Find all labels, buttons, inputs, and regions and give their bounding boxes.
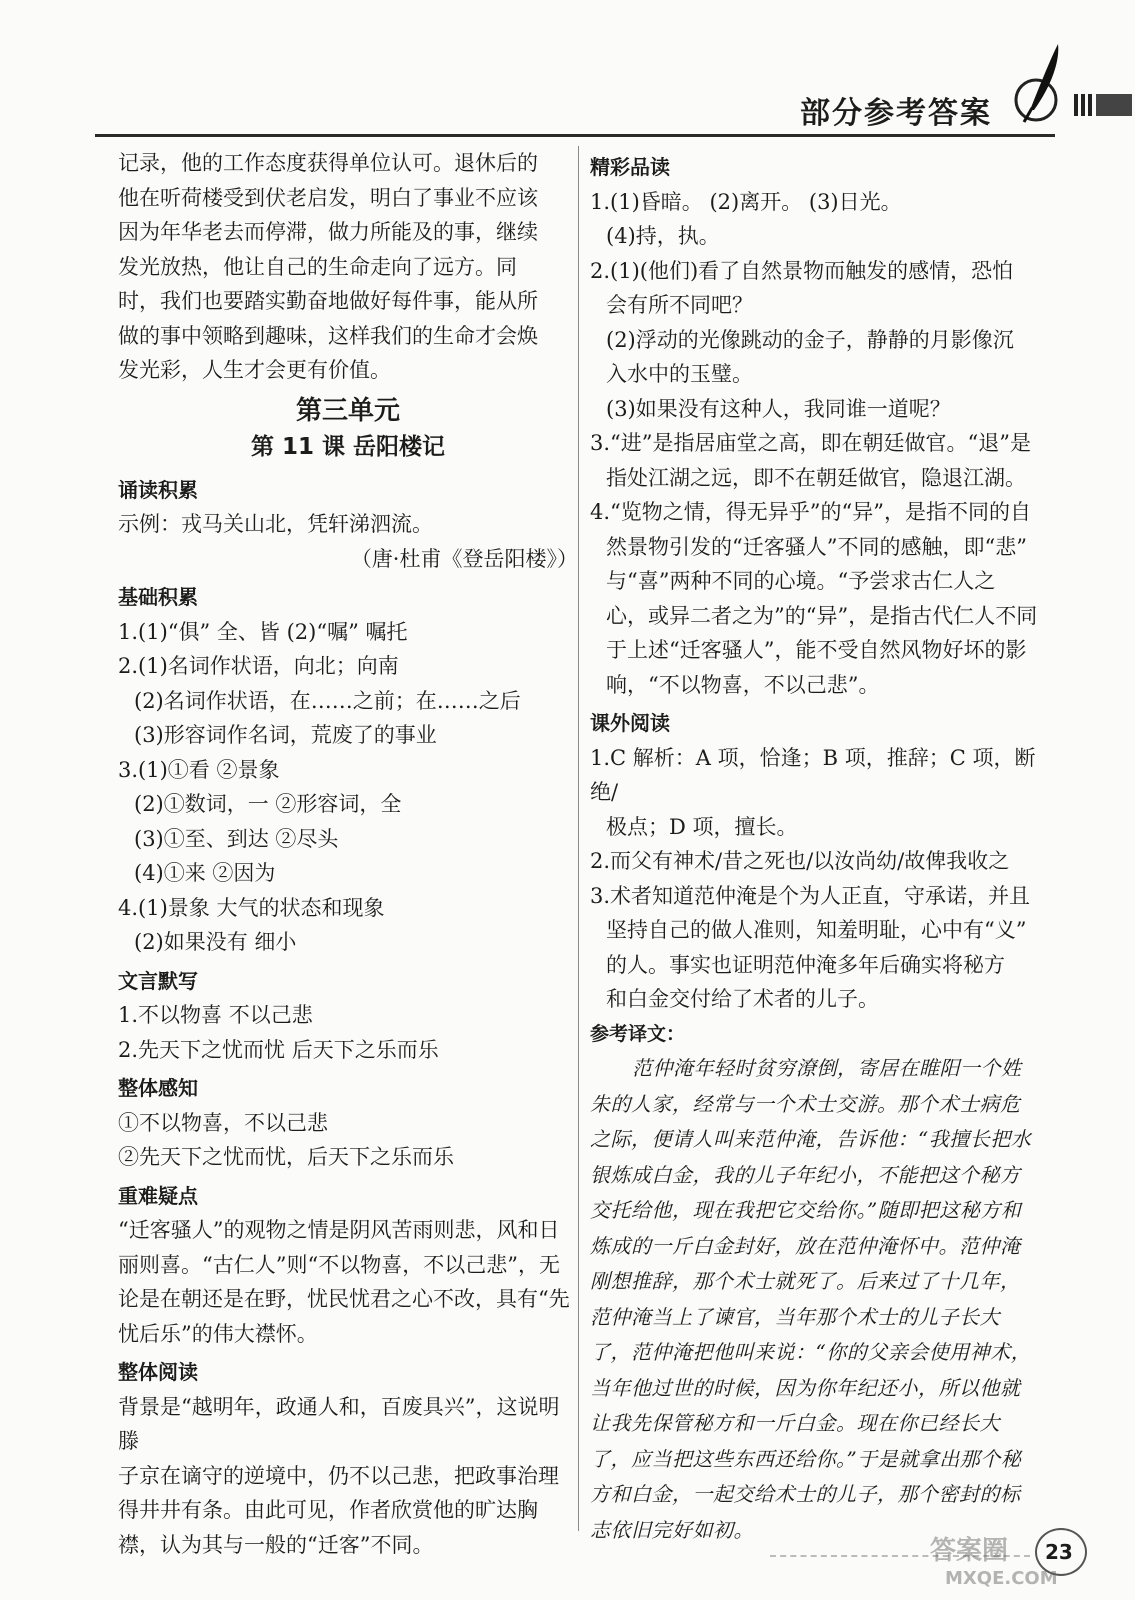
- section-heading-highlight: 精彩品读: [590, 155, 670, 179]
- answer-line: 1.(1)昏暗。 (2)离开。 (3)日光。: [590, 189, 902, 214]
- answer-line: 的人。事实也证明范仲淹多年后确实将秘方: [606, 952, 1005, 977]
- answer-line: (3)如果没有这种人，我同谁一道呢？: [606, 396, 951, 421]
- answer-line: 然景物引发的“迁客骚人”不同的感触，即“悲”: [606, 534, 1027, 559]
- answer-line: 入水中的玉璧。: [606, 362, 753, 386]
- answer-line: 坚持自己的做人准则，知羞明耻，心中有“义”: [606, 918, 1027, 942]
- translation-line: 银炼成白金，我的儿子年纪小，不能把这个秘方: [590, 1162, 1021, 1187]
- answer-line: 会有所不同吧？: [606, 293, 753, 317]
- answer-line: 论是在朝还是在野，忧民忧君之心不改，具有“先: [118, 1287, 570, 1311]
- answer-line: 3.术者知道范仲淹是个为人正直，守承诺，并且: [590, 883, 1031, 908]
- watermark-url: MXQE.COM: [945, 1568, 1058, 1589]
- answer-line: 背景是“越明年，政通人和，百废具兴”，这说明滕: [118, 1394, 560, 1453]
- text-line: 发光彩，人生才会更有价值。: [118, 358, 391, 382]
- answer-line: (2)①数词，一 ②形容词，全: [134, 792, 402, 816]
- answer-line: 响，“不以物喜，不以己悲”。: [606, 672, 880, 697]
- answer-line: (3)形容词作名词，荒废了的事业: [134, 723, 437, 747]
- answer-line: 子京在谪守的逆境中，仍不以己悲，把政事治理: [118, 1463, 559, 1488]
- answer-line: 4.“览物之情，得无异乎”的“异”，是指不同的自: [590, 500, 1031, 524]
- translation-line: 之际，便请人叫来范仲淹，告诉他：“我擅长把水: [590, 1127, 1032, 1151]
- intro-paragraph: [118, 146, 578, 388]
- text-line: 发光放热，他让自己的生命走向了远方。同: [118, 254, 517, 279]
- answer-line: 4.(1)景象 大气的状态和现象: [118, 895, 385, 920]
- section-heading-whole-reading: 整体阅读: [118, 1360, 198, 1384]
- left-column: [118, 146, 578, 1562]
- answer-line: ①不以物喜，不以己悲: [118, 1110, 328, 1135]
- answer-line: 2.(1)(他们)看了自然景物而触发的感情，恐怕: [590, 258, 1014, 283]
- answer-line: (4)持，执。: [606, 224, 720, 248]
- text-line: 做的事中领略到趣味，这样我们的生命才会焕: [118, 323, 538, 348]
- answer-line: 2.(1)名词作状语，向北；向南: [118, 654, 399, 678]
- watermark-logo: 答案圈: [930, 1536, 1009, 1566]
- answer-line: 极点；D 项，擅长。: [606, 814, 798, 839]
- recite-source: （唐·杜甫《登岳阳楼》）: [350, 546, 578, 571]
- text-line: 他在听荷楼受到伏老启发，明白了事业不应该: [118, 185, 538, 210]
- answer-line: (2)如果没有 细小: [134, 930, 297, 954]
- answer-line: 心，或异二者之为”的“异”，是指古代仁人不同: [606, 603, 1038, 628]
- section-heading-overall: 整体感知: [118, 1076, 198, 1100]
- text-line: 因为年华老去而停滞，做力所能及的事，继续: [118, 220, 538, 244]
- translation-body: [590, 1051, 1050, 1548]
- answer-line: 得井井有条。由此可见，作者欣赏他的旷达胸: [118, 1498, 538, 1522]
- answer-line: 指处江湖之远，即不在朝廷做官，隐退江湖。: [606, 465, 1026, 490]
- translation-line: 了，范仲淹把他叫来说：“你的父亲会使用神术，: [590, 1340, 1032, 1364]
- header-rule: [95, 134, 1055, 137]
- answer-line: 2.而父有神术/昔之死也/以汝尚幼/故俾我收之: [590, 849, 1010, 873]
- answer-line: “迁客骚人”的观物之情是阴风苦雨则悲，风和日: [118, 1218, 560, 1242]
- answer-line: 丽则喜。“古仁人”则“不以物喜，不以己悲”，无: [118, 1252, 560, 1277]
- text-line: 记录，他的工作态度获得单位认可。退休后的: [118, 151, 538, 175]
- page-number: 23: [1045, 1540, 1073, 1564]
- translation-line: 朱的人家，经常与一个术士交游。那个术士病危: [590, 1091, 1021, 1116]
- answer-line: 3.(1)①看 ②景象: [118, 757, 280, 782]
- translation-line: 当年他过世的时候，因为你年纪还小，所以他就: [590, 1375, 1021, 1400]
- answer-line: 与“喜”两种不同的心境。“予尝求古仁人之: [606, 569, 996, 593]
- recite-example: 示例：戎马关山北，凭轩涕泗流。: [118, 512, 433, 536]
- translation-line: 方和白金，一起交给术士的儿子，那个密封的标: [590, 1482, 1021, 1506]
- translation-line: 让我先保管秘方和一斤白金。现在你已经长大: [590, 1411, 1000, 1435]
- column-divider: [578, 146, 579, 1531]
- answer-line: 3.“进”是指居庙堂之高，即在朝廷做官。“退”是: [590, 431, 1031, 455]
- translation-line: 炼成的一斤白金封好，放在范仲淹怀中。范仲淹: [590, 1233, 1021, 1258]
- answer-line: (4)①来 ②因为: [134, 861, 276, 885]
- unit-title: 第三单元: [295, 395, 400, 426]
- text-line: 时，我们也要踏实勤奋地做好每件事，能从所: [118, 289, 538, 313]
- answer-line: 忧后乐”的伟大襟怀。: [118, 1321, 318, 1346]
- answer-line: 1.C 解析：A 项，恰逢；B 项，推辞；C 项，断绝/: [590, 745, 1036, 804]
- answer-line: (2)浮动的光像跳动的金子，静静的月影像沉: [606, 327, 1014, 352]
- answer-line: 1.(1)“俱” 全、皆 (2)“嘱” 嘱托: [118, 619, 408, 644]
- answer-line: (2)名词作状语，在……之前；在……之后: [134, 688, 521, 713]
- translation-line: 了，应当把这些东西还给你。”于是就拿出那个秘: [590, 1446, 1022, 1471]
- translation-heading: 参考译文：: [590, 1022, 686, 1045]
- translation-line: 刚想推辞，那个术士就死了。后来过了十几年，: [590, 1269, 1021, 1293]
- answer-line: 1.不以物喜 不以己悲: [118, 1003, 313, 1027]
- answer-line: (3)①至、到达 ②尽头: [134, 826, 339, 851]
- header-title: 部分参考答案: [800, 96, 992, 131]
- lesson-title: 第 11 课 岳阳楼记: [250, 434, 446, 460]
- translation-line: 范仲淹当上了谏官，当年那个术士的儿子长大: [590, 1304, 1000, 1329]
- section-heading-difficult: 重难疑点: [118, 1183, 198, 1208]
- section-heading-basic: 基础积累: [118, 585, 198, 609]
- answer-line: 于上述“迁客骚人”，能不受自然风物好坏的影: [606, 638, 1027, 662]
- translation-line: 交托给他，现在我把它交给你。”随即把这秘方和: [590, 1198, 1022, 1222]
- page-header: [0, 0, 1135, 140]
- answer-line: ②先天下之忧而忧，后天下之乐而乐: [118, 1145, 454, 1169]
- header-bars-icon: [1072, 90, 1132, 120]
- translation-line: 范仲淹年轻时贫穷潦倒，寄居在睢阳一个姓: [632, 1056, 1022, 1080]
- answer-line: 2.先天下之忧而忧 后天下之乐而乐: [118, 1037, 439, 1062]
- answer-line: 和白金交付给了术者的儿子。: [606, 987, 879, 1011]
- translation-line: 志依旧完好如初。: [590, 1517, 754, 1542]
- answer-line: 襟，认为其与一般的“迁客”不同。: [118, 1532, 434, 1557]
- section-heading-recite: 诵读积累: [118, 477, 198, 502]
- right-column: [590, 146, 1050, 1548]
- section-heading-dictation: 文言默写: [118, 968, 198, 993]
- section-heading-extra: 课外阅读: [590, 711, 670, 735]
- quill-pen-icon: [1010, 40, 1070, 125]
